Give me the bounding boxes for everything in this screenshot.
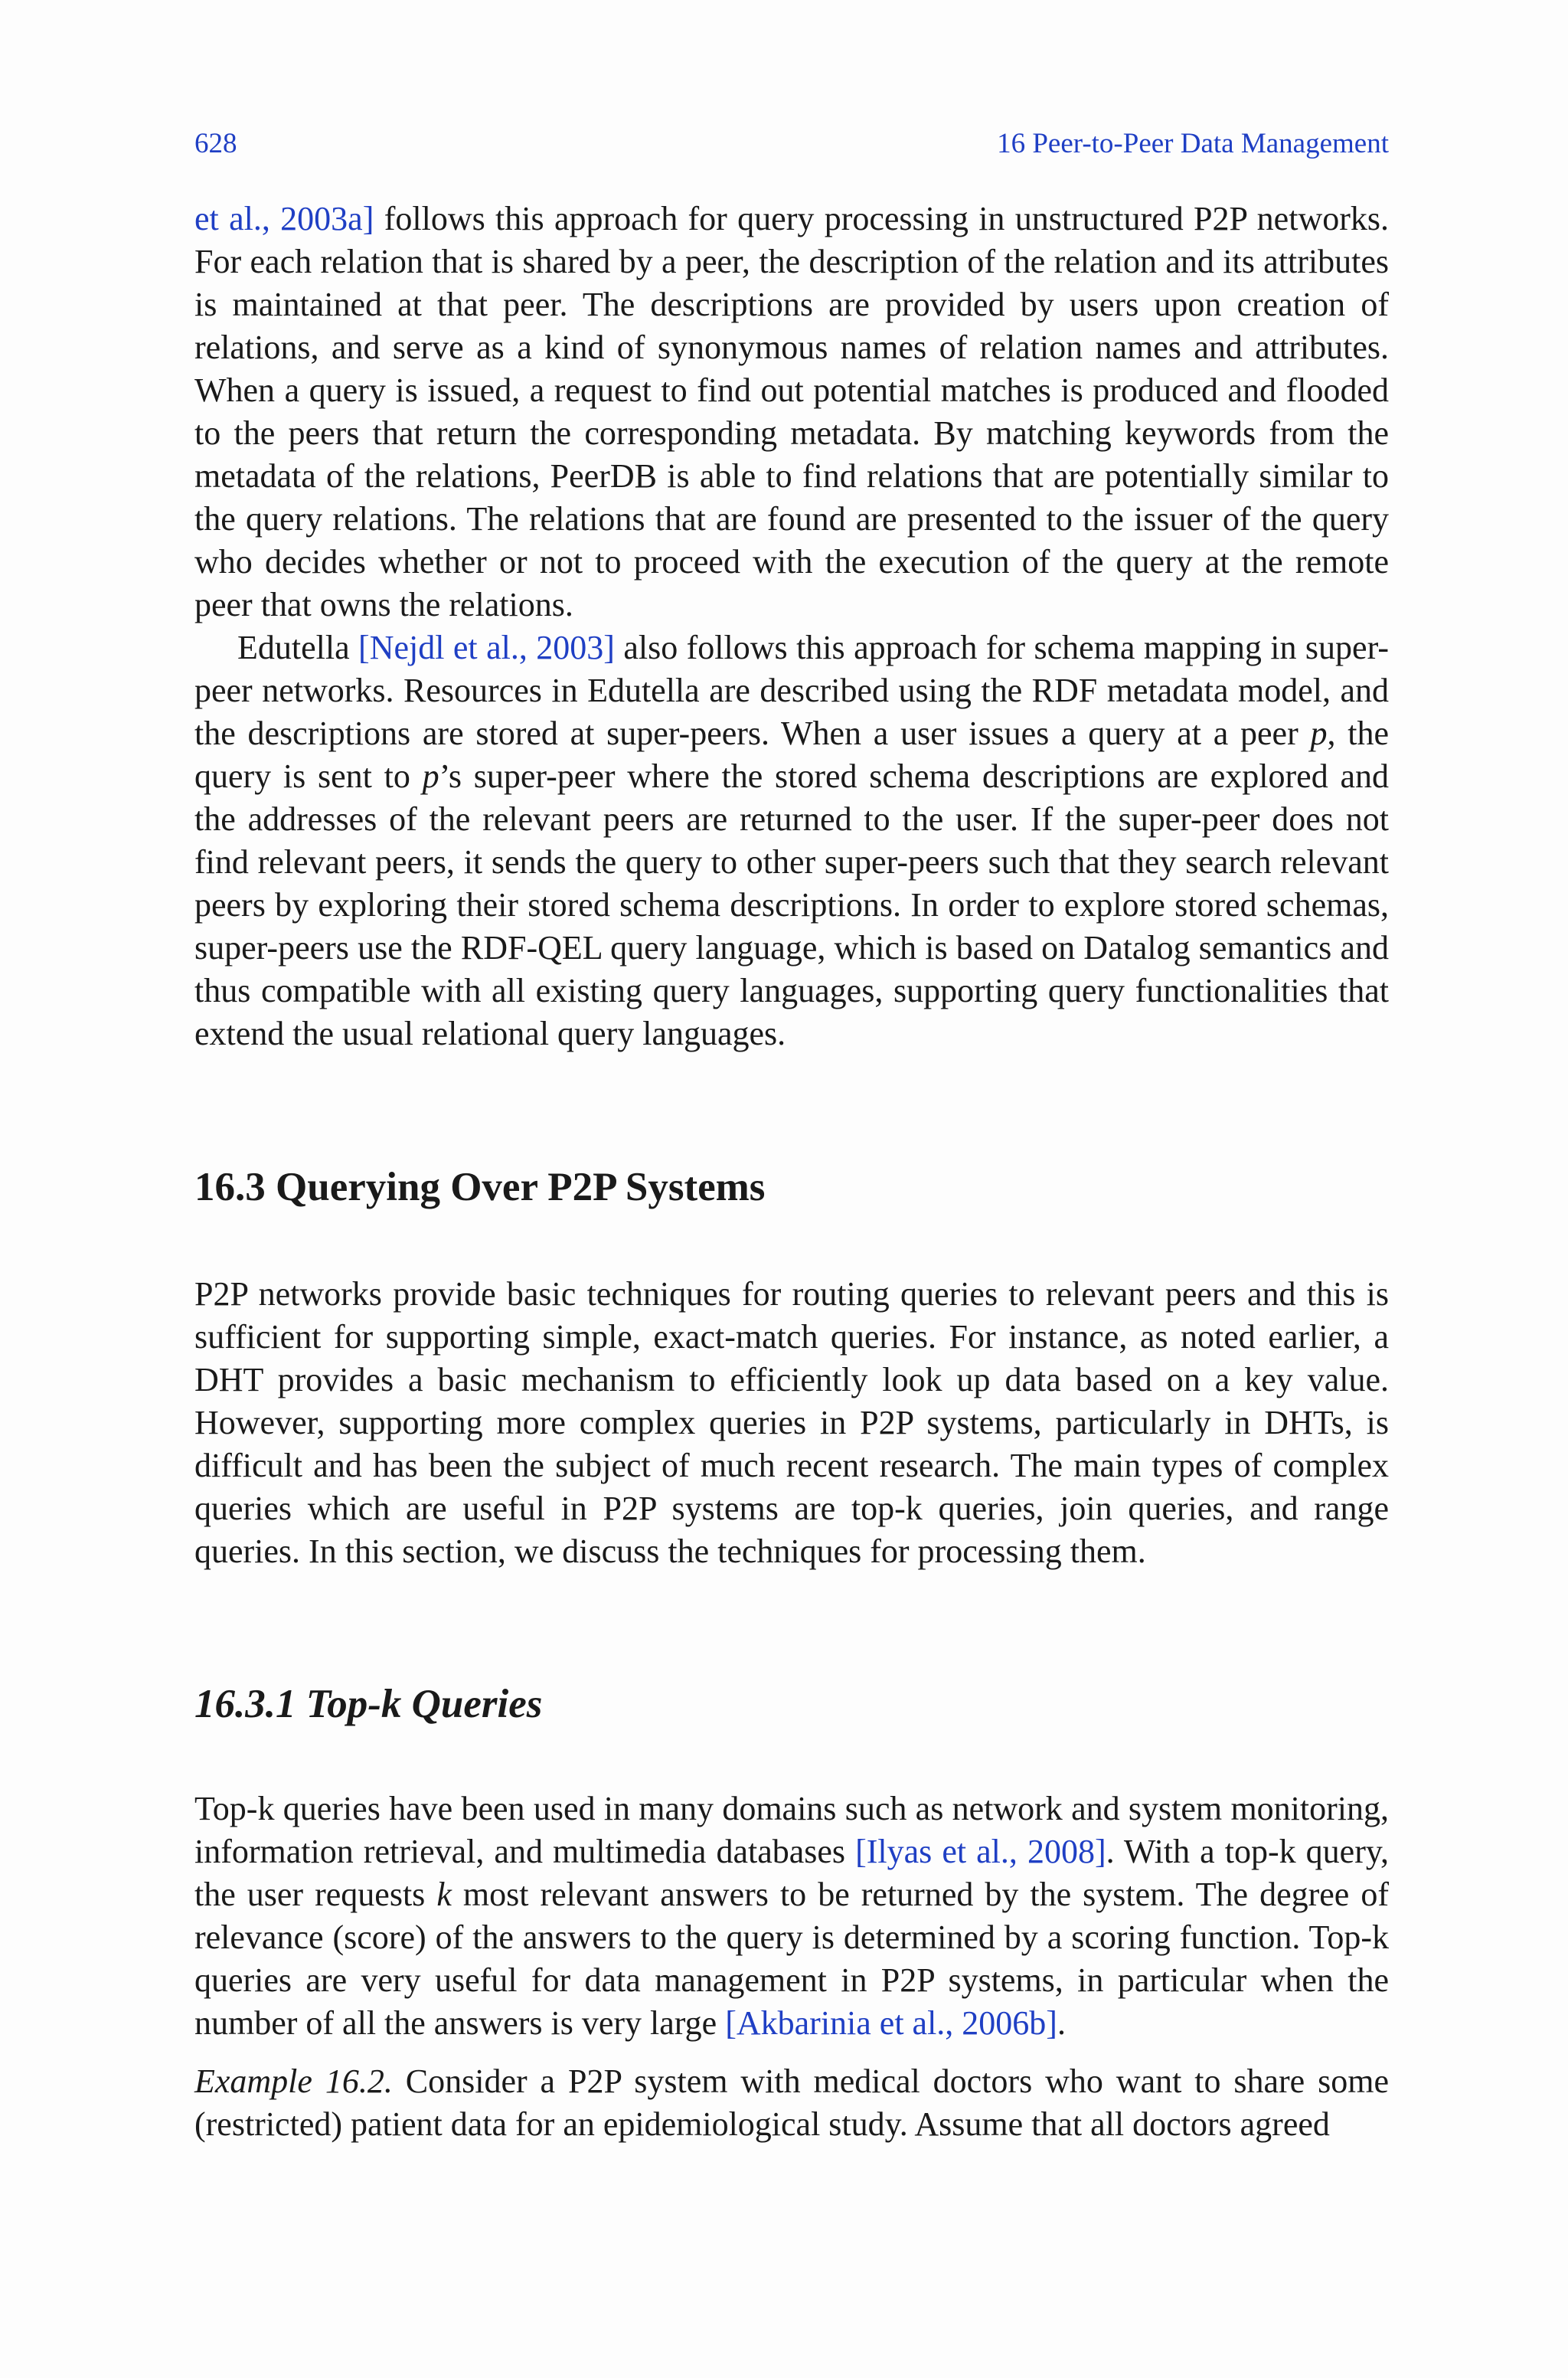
paragraph-peerdb (194, 198, 1389, 626)
paragraph-edutella (194, 626, 1389, 1055)
paragraph-text: , the query is sent to (194, 715, 1389, 795)
page-number: 628 (194, 128, 237, 159)
subsection-heading: 16.3.1 Top-k Queries (194, 1682, 543, 1726)
example-label: Example 16.2. (194, 2062, 393, 2100)
subsection-body (194, 1788, 1389, 2045)
paragraph-text: . (1057, 2004, 1066, 2042)
paragraph-text: also follows this approach for schema mapping in super-peer networks. Resources in Edutella are described using the RDF metadata model, and the descriptions are stored at super-peers. When a user issues a query at a peer (194, 629, 1389, 752)
citation-link[interactable]: et al., 2003a] (194, 200, 374, 237)
section-heading: 16.3 Querying Over P2P Systems (194, 1165, 766, 1209)
paragraph-text: . With a top-k query, the user requests (194, 1833, 1390, 1913)
running-title: 16 Peer-to-Peer Data Management (997, 128, 1389, 159)
paragraph-intro: P2P networks provide basic techniques for routing queries to relevant peers and this is sufficient for supporting simple, exact-match queries. For instance, as noted earlier, a DHT provides a basic mechanism to efficiently look up data based on a key value. However, supporting more complex queries in P2P systems, particularly in DHTs, is difficult and has been the subject of much recent research. The main types of complex queries which are useful in P2P systems are top-k queries, join queries, and range queries. In this section, we discuss the techniques for processing them. (194, 1275, 1389, 1570)
paragraph-topk (194, 1788, 1389, 2045)
paragraph-text: Edutella (237, 629, 359, 666)
citation-link[interactable]: [Nejdl et al., 2003] (358, 629, 615, 666)
example-block (194, 2060, 1389, 2146)
paragraph-text: follows this approach for query processing in unstructured P2P networks. For each relation that is shared by a peer, the description of the relation and its attributes is maintained at that peer. The descriptions are provided by users upon creation of relations, and serve as a kind of synonymous names of relation names and attributes. When a query is issued, a request to find out potential matches is produced and flooded to the peers that return the corresponding metadata. By matching keywords from the metadata of the relations, PeerDB is able to find relations that are potentially similar to the query relations. The relations that are found are presented to the issuer of the query who decides whether or not to proceed with the execution of the query at the remote peer that owns the relations. (194, 200, 1389, 623)
section-body (194, 1273, 1389, 1573)
math-variable: p (422, 757, 439, 795)
math-variable: k (436, 1876, 452, 1913)
citation-link[interactable]: [Akbarinia et al., 2006b] (725, 2004, 1057, 2042)
paragraph-example (194, 2060, 1389, 2146)
paragraph-text: most relevant answers to be returned by the system. The degree of relevance (score) of the answers to the query is determined by a scoring function. Top-k queries are very useful for data management in P2P systems, in particular when the number of all the answers is very large (194, 1876, 1389, 2042)
body-top (194, 198, 1389, 1055)
paragraph-text: Top-k queries have been used in many domains such as network and system monitoring, information retrieval, and multimedia databases (194, 1790, 1389, 1870)
paragraph-text: ’s super-peer where the stored schema descriptions are explored and the addresses of the relevant peers are returned to the user. If the super-peer does not find relevant peers, it sends the query to other super-peers such that they search relevant peers by exploring their stored schema descriptions. In order to explore stored schemas, super-peers use the RDF-QEL query language, which is based on Datalog semantics and thus compatible with all existing query languages, supporting query functionalities that extend the usual relational query languages. (194, 757, 1389, 1052)
running-header (194, 127, 1389, 161)
paragraph-text: Consider a P2P system with medical doctors who want to share some (restricted) patient data for an epidemiological study. Assume that all doctors agreed (194, 2062, 1390, 2143)
math-variable: p (1310, 715, 1328, 752)
citation-link[interactable]: [Ilyas et al., 2008] (855, 1833, 1106, 1870)
